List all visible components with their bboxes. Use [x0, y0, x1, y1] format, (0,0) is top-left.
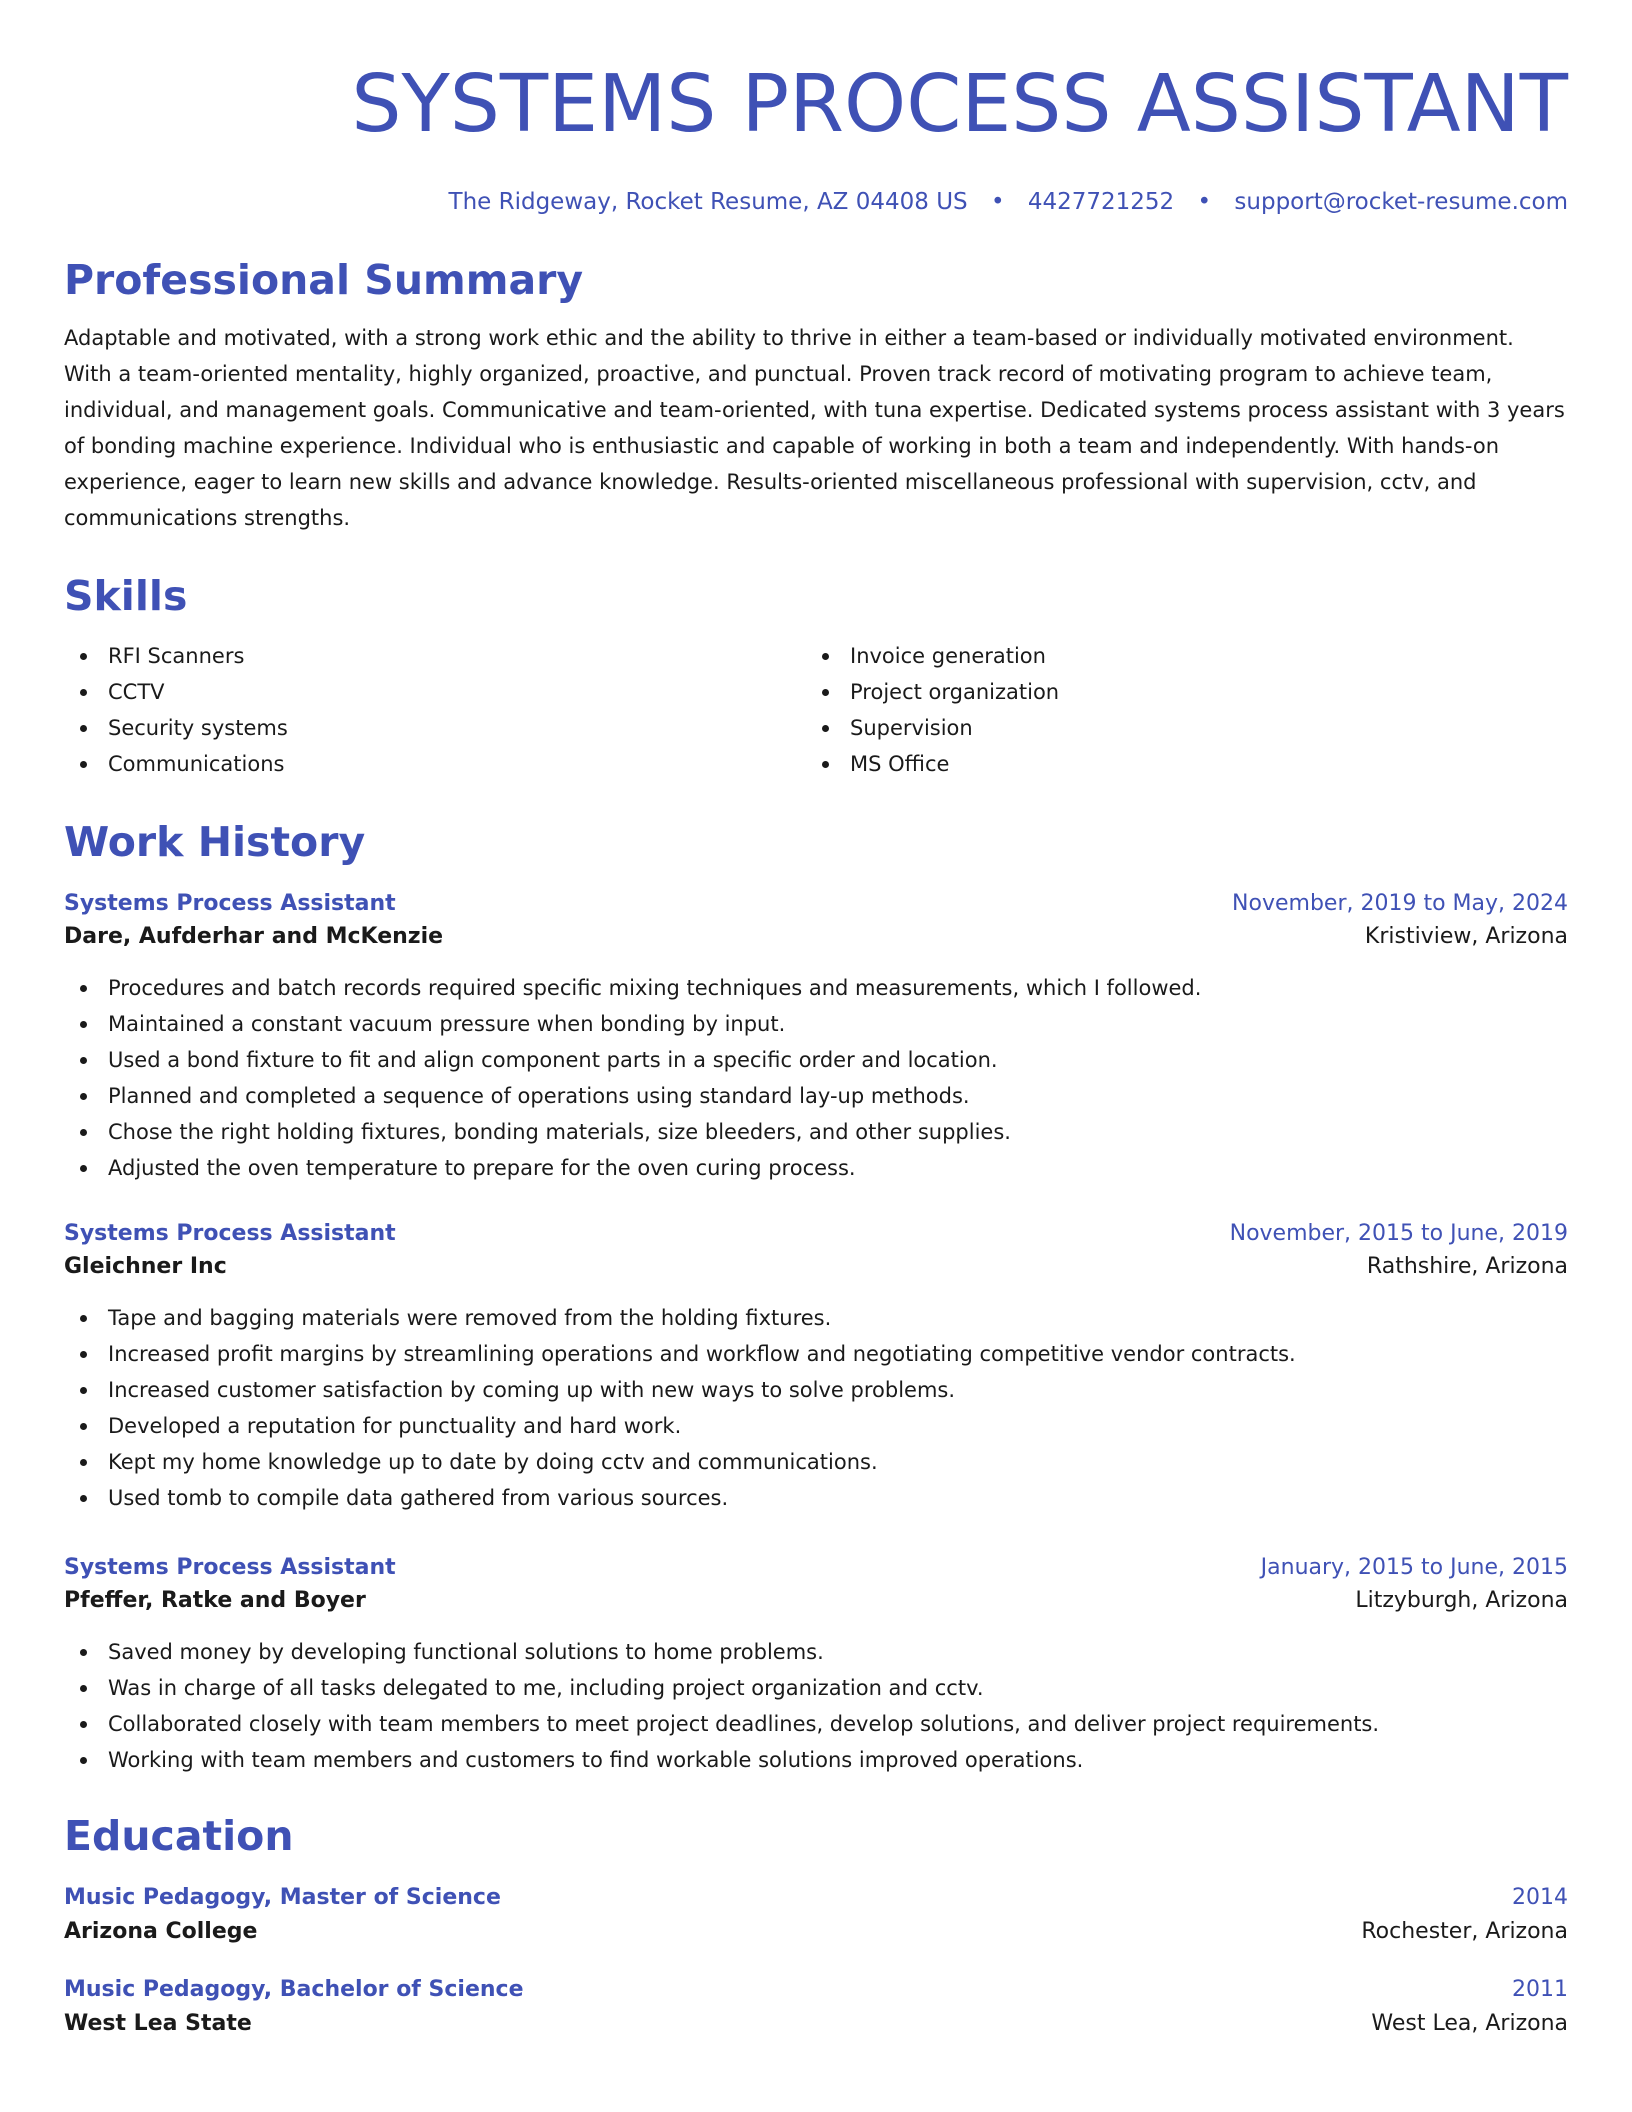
job-subheader: [64, 1250, 1568, 1284]
skill-item: Communications: [64, 746, 806, 782]
education-year: 2011: [1512, 1977, 1568, 2002]
education-school: Arizona College: [64, 1919, 258, 1944]
job-entry: [64, 1218, 1568, 1516]
job-bullet: Used tomb to compile data gathered from various sources.: [64, 1480, 1568, 1516]
education-heading: Education: [64, 1812, 294, 1860]
job-bullet: Saved money by developing functional solutions to home problems.: [64, 1634, 1568, 1670]
job-subheader: [64, 920, 1568, 954]
skill-item: MS Office: [806, 746, 1548, 782]
job-bullets: [64, 1634, 1568, 1778]
job-entry: [64, 1552, 1568, 1778]
resume-page: [64, 56, 1568, 2042]
job-location: Rathshire, Arizona: [1366, 1254, 1568, 1279]
contact-address: The Ridgeway, Rocket Resume, AZ 04408 US: [448, 189, 968, 215]
education-header: [64, 1974, 1568, 2006]
education-location: West Lea, Arizona: [1371, 2011, 1568, 2036]
job-bullet: Kept my home knowledge up to date by doing cctv and communications.: [64, 1444, 1568, 1480]
job-role: Systems Process Assistant: [64, 1555, 396, 1580]
education-school: West Lea State: [64, 2011, 252, 2036]
education-degree: Music Pedagogy, Master of Science: [64, 1885, 501, 1910]
contact-email[interactable]: support@rocket-resume.com: [1234, 189, 1568, 215]
skills-list: [64, 638, 1568, 782]
skills-column-left: [64, 638, 806, 782]
job-role: Systems Process Assistant: [64, 1221, 396, 1246]
job-bullet: Collaborated closely with team members to meet project deadlines, develop solutions, and deliver project requirements.: [64, 1706, 1568, 1742]
job-entry: [64, 888, 1568, 1186]
skill-item: RFI Scanners: [64, 638, 806, 674]
contact-phone[interactable]: 4427721252: [1027, 189, 1175, 215]
skill-item: Invoice generation: [806, 638, 1548, 674]
job-header: [64, 1552, 1568, 1584]
education-degree: Music Pedagogy, Bachelor of Science: [64, 1977, 524, 2002]
job-bullet: Used a bond fixture to fit and align component parts in a specific order and location.: [64, 1042, 1568, 1078]
job-bullet: Tape and bagging materials were removed from the holding fixtures.: [64, 1300, 1568, 1336]
work-history-heading: Work History: [64, 818, 366, 866]
contact-separator: •: [1197, 189, 1212, 215]
summary-heading: Professional Summary: [64, 256, 584, 304]
job-bullet: Was in charge of all tasks delegated to me, including project organization and cctv.: [64, 1670, 1568, 1706]
education-entry: [64, 1974, 1568, 2042]
contact-line: [64, 186, 1568, 218]
job-dates: November, 2019 to May, 2024: [1232, 891, 1568, 916]
skill-item: Security systems: [64, 710, 806, 746]
job-dates: November, 2015 to June, 2019: [1229, 1221, 1568, 1246]
page-title: SYSTEMS PROCESS ASSISTANT: [351, 58, 1568, 150]
education-entry: [64, 1882, 1568, 1950]
education-location: Rochester, Arizona: [1361, 1919, 1568, 1944]
job-subheader: [64, 1584, 1568, 1618]
job-header: [64, 1218, 1568, 1250]
skills-column-right: [806, 638, 1548, 782]
job-dates: January, 2015 to June, 2015: [1260, 1555, 1568, 1580]
education-subheader: [64, 2006, 1568, 2042]
job-bullet: Planned and completed a sequence of operations using standard lay-up methods.: [64, 1078, 1568, 1114]
job-role: Systems Process Assistant: [64, 891, 396, 916]
job-bullet: Procedures and batch records required specific mixing techniques and measurements, which I followed.: [64, 970, 1568, 1006]
skill-item: Project organization: [806, 674, 1548, 710]
job-location: Litzyburgh, Arizona: [1355, 1588, 1568, 1613]
job-company: Dare, Aufderhar and McKenzie: [64, 924, 444, 949]
job-bullet: Adjusted the oven temperature to prepare for the oven curing process.: [64, 1150, 1568, 1186]
summary-text: Adaptable and motivated, with a strong work ethic and the ability to thrive in either a team-based or individually motivated environment. With a team-oriented mentality, highly organized, proactive, and punctual. Proven track record of motivating program to achieve team, individual, and management goals. Communicative and team-oriented, with tuna expertise. Dedicated systems process assistant with 3 years of bonding machine experience. Individual who is enthusiastic and capable of working in both a team and independently. With hands-on experience, eager to learn new skills and advance knowledge. Results-oriented miscellaneous professional with supervision, cctv, and communications strengths.: [64, 326, 1565, 530]
job-company: Pfeffer, Ratke and Boyer: [64, 1588, 366, 1613]
job-bullet: Developed a reputation for punctuality and hard work.: [64, 1408, 1568, 1444]
skills-heading: Skills: [64, 572, 188, 620]
job-bullet: Chose the right holding fixtures, bonding materials, size bleeders, and other supplies.: [64, 1114, 1568, 1150]
job-bullets: [64, 1300, 1568, 1516]
education-subheader: [64, 1914, 1568, 1950]
job-location: Kristiview, Arizona: [1364, 924, 1568, 949]
job-bullet: Working with team members and customers to find workable solutions improved operations.: [64, 1742, 1568, 1778]
skill-item: CCTV: [64, 674, 806, 710]
contact-separator: •: [990, 189, 1005, 215]
job-bullet: Maintained a constant vacuum pressure when bonding by input.: [64, 1006, 1568, 1042]
job-bullet: Increased profit margins by streamlining operations and workflow and negotiating competitive vendor contracts.: [64, 1336, 1568, 1372]
skill-item: Supervision: [806, 710, 1548, 746]
education-year: 2014: [1512, 1885, 1568, 1910]
education-header: [64, 1882, 1568, 1914]
job-bullets: [64, 970, 1568, 1186]
job-company: Gleichner Inc: [64, 1254, 227, 1279]
job-header: [64, 888, 1568, 920]
job-bullet: Increased customer satisfaction by coming up with new ways to solve problems.: [64, 1372, 1568, 1408]
